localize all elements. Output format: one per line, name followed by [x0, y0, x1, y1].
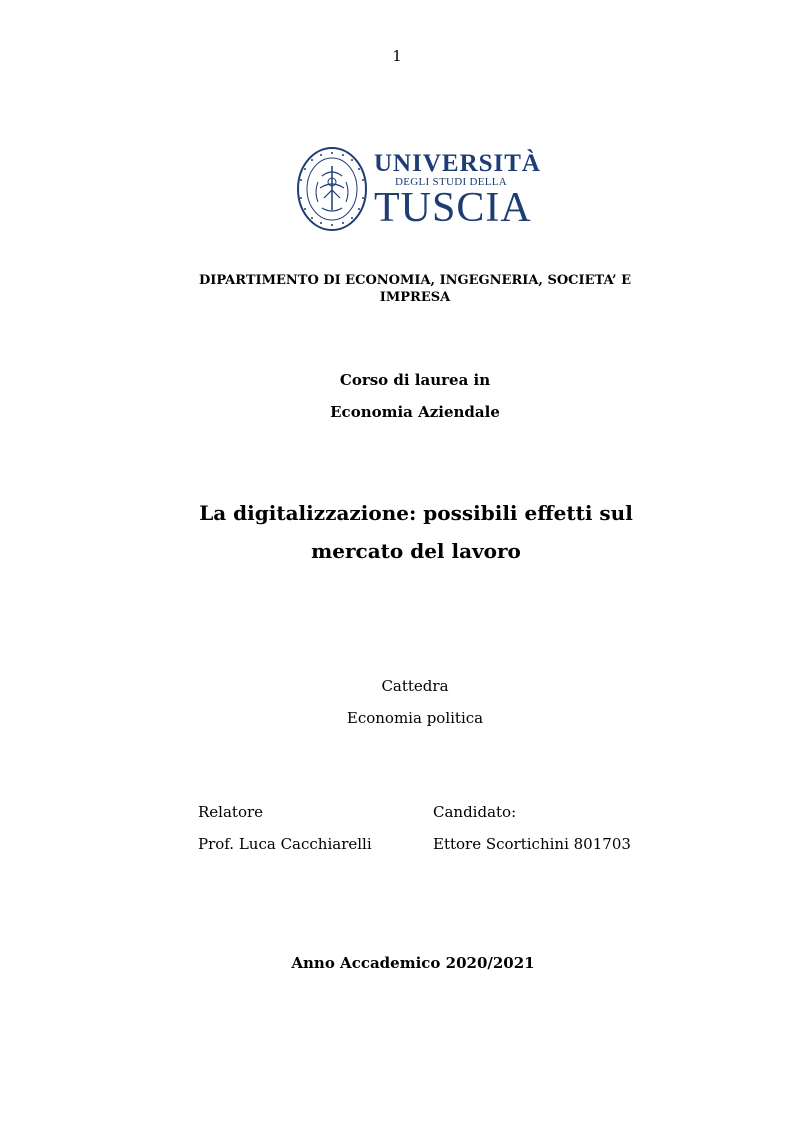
university-wordmark: [374, 146, 541, 232]
page-number: 1: [392, 47, 402, 65]
wordmark-tuscia: TUSCIA: [374, 185, 532, 231]
wordmark-degli-studi: DEGLI STUDI DELLA: [395, 176, 508, 188]
chair-label: Cattedra: [381, 677, 449, 695]
university-logo: [296, 146, 541, 232]
thesis-title: La digitalizzazione: possibili effetti sul mercato del lavoro: [199, 501, 633, 563]
chair-name: Economia politica: [346, 709, 484, 727]
department-name: DIPARTIMENTO DI ECONOMIA, INGEGNERIA, SOCIETA’ E IMPRESA: [199, 273, 631, 305]
course-name: Economia Aziendale: [330, 403, 500, 421]
university-seal-icon: [296, 146, 368, 232]
relatore-name: Prof. Luca Cacchiarelli: [198, 835, 372, 853]
wordmark-universita: UNIVERSITÀ: [374, 150, 541, 177]
relatore-label: Relatore: [198, 803, 264, 821]
academic-year: Anno Accademico 2020/2021: [291, 954, 535, 972]
candidato-name: Ettore Scortichini 801703: [433, 835, 631, 853]
course-label: Corso di laurea in: [339, 371, 491, 389]
candidato-label: Candidato:: [433, 803, 517, 821]
